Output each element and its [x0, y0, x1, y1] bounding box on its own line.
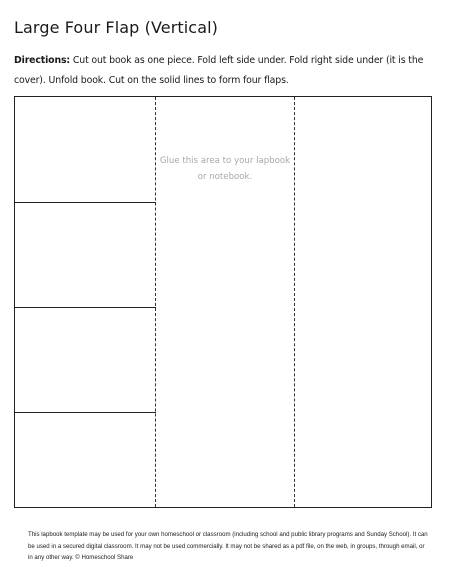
cover-panel [295, 97, 431, 507]
glue-panel [156, 97, 294, 507]
glue-instruction: Glue this area to your lapbook or notebook. [159, 156, 291, 182]
directions-text: Cut out book as one piece. Fold left side under. Fold right side under (it is the cover). Unfold book. Cut on the solid lines to form four flaps. [14, 55, 424, 86]
flap-3 [15, 307, 156, 410]
copyright-notice: This lapbook template may be used for your own homeschool or classroom (including school and public library programs and Sunday School). It can be used in a secured digital classroom. It may not be used commercially. It may not be shared as a pdf file, on the web, in groups, through email, or in any other way. © Homeschool Share [28, 531, 428, 561]
flap-2 [15, 202, 156, 305]
flap-column [15, 97, 156, 507]
page-title: Large Four Flap (Vertical) [14, 18, 218, 37]
directions [14, 51, 436, 91]
flap-4 [15, 412, 156, 508]
four-flap-template [14, 96, 432, 508]
directions-label: Directions: [14, 55, 71, 66]
flap-1 [15, 97, 156, 200]
